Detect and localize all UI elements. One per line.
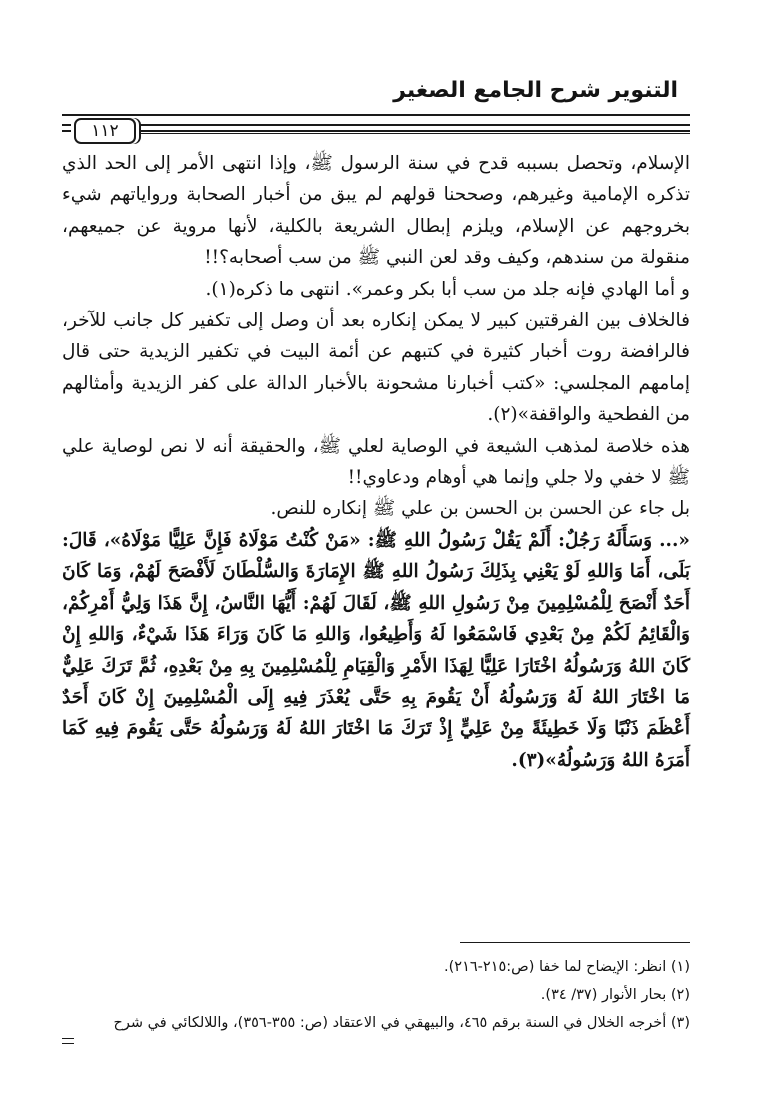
continuation-mark [62,1038,74,1044]
paragraph: فالخلاف بين الفرقتين كبير لا يمكن إنكاره بعد أن وصل إلى تكفير كل جانب للآخر، فالرافضة روت أخبار كثيرة في كتبهم عن أئمة البيت في تكفير الزيدية حتى قال إمامهم المجلسي: «كتب أخبارنا مشحونة بالأخبار الدالة على كفر الزيدية وأمثالهم من الفطحية والواقفة»(٢). [62,310,690,426]
running-title: التنوير شرح الجامع الصغير [393,78,678,103]
header-left-stub [62,124,71,132]
header-top-rule [62,114,690,116]
footnote: (١) انظر: الإيضاح لما خفا (ص:٢١٥-٢١٦). [444,959,690,975]
footnote: (٣) أخرجه الخلال في السنة برقم ٤٦٥، والبيهقي في الاعتقاد (ص: ٣٥٥-٣٥٦)، واللالكائي في شرح [113,1015,690,1031]
paragraph: و أما الهادي فإنه جلد من سب أبا بكر وعمر». انتهى ما ذكره(١). [205,278,690,300]
footnote-separator [460,942,690,943]
page-number: ١١٢ [74,118,136,144]
header-double-rule [140,124,690,132]
paragraph: الإسلام، وتحصل بسببه قدح في سنة الرسول ﷺ، وإذا انتهى الأمر إلى الحد الذي تذكره الإمامية وغيرهم، وصححنا قولهم لم يبق من أخبار الصحابة ورواياتهم شيء بخروجهم عن الإسلام، ويلزم إبطال الشريعة بالكلية، لأنها مروية عن جميعهم، منقولة من سندهم، وكيف وقد لعن النبي ﷺ من سب أصحابه؟!! [62,153,690,269]
header-ornament [62,118,690,144]
paragraph: بل جاء عن الحسن بن الحسن بن علي ﷺ إنكاره للنص. [270,498,690,520]
header-thin-rule [140,133,690,134]
footnotes [62,953,690,1037]
hadith-quote: «... وَسَأَلَهُ رَجُلٌ: أَلَمْ يَقُلْ رَسُولُ اللهِ ﷺ: «مَنْ كُنْتُ مَوْلَاهُ فَإِنَّ عَلِيًّا مَوْلَاهُ»، قَالَ: بَلَى، أَمَا وَاللهِ لَوْ يَعْنِي بِذَلِكَ رَسُولُ اللهِ ﷺ الإِمَارَةَ وَالسُّلْطَانَ لَأَفْصَحَ لَهُمْ، وَمَا كَانَ أَحَدٌ أَنْصَحَ لِلْمُسْلِمِينَ مِنْ رَسُولِ اللهِ ﷺ، لَقَالَ لَهُمْ: أَيُّهَا النَّاسُ، إِنَّ هَذَا وَلِيُّ أَمْرِكُمْ، وَالْقَائِمُ لَكُمْ مِنْ بَعْدِي فَاسْمَعُوا لَهُ وَأَطِيعُوا، وَاللهِ مَا كَانَ وَرَاءَ هَذَا شَيْءٌ، وَاللهِ إِنْ كَانَ اللهُ وَرَسُولُهُ اخْتَارَا عَلِيًّا لِهَذَا الأَمْرِ وَالْقِيَامِ لِلْمُسْلِمِينَ بِهِ مِنْ بَعْدِهِ، ثُمَّ تَرَكَ عَلِيٌّ مَا اخْتَارَ اللهُ لَهُ وَرَسُولُهُ أَنْ يَقُومَ بِهِ حَتَّى يُعْذَرَ فِيهِ إِلَى الْمُسْلِمِينَ إِنْ كَانَ أَحَدٌ أَعْظَمَ ذَنْبًا وَلَا خَطِيئَةً مِنْ عَلِيٍّ إِذْ تَرَكَ مَا اخْتَارَ اللهُ لَهُ وَرَسُولُهُ حَتَّى يَقُومَ فِيهِ كَمَا أَمَرَهُ اللهُ وَرَسُولُهُ»(٣). [62,529,690,771]
main-text [62,148,690,776]
paragraph: هذه خلاصة لمذهب الشيعة في الوصاية لعلي ﷺ، والحقيقة أنه لا نص لوصاية علي ﷺ لا خفي ولا جلي وإنما هي أوهام ودعاوي!! [62,435,690,489]
footnote: (٢) بحار الأنوار (٣٧/ ٣٤). [540,987,690,1003]
